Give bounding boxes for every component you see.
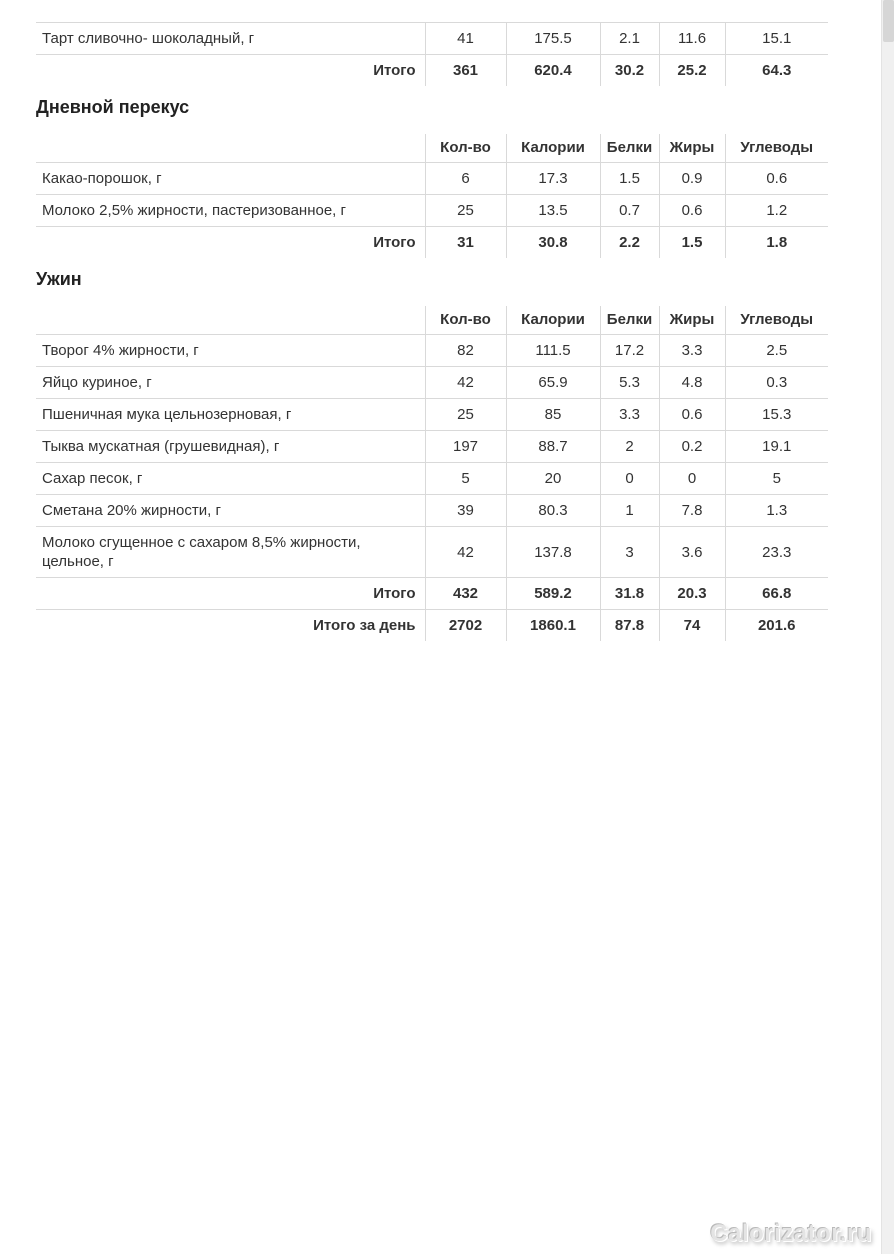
- food-value: 5: [425, 463, 506, 495]
- column-header: Белки: [600, 306, 659, 335]
- total-value: 620.4: [506, 55, 600, 87]
- food-name-header: [36, 134, 425, 163]
- food-value: 0.2: [659, 431, 725, 463]
- total-label: Итого: [373, 234, 416, 251]
- food-value: 19.1: [725, 431, 828, 463]
- food-value: 23.3: [725, 527, 828, 578]
- food-value: 2: [600, 431, 659, 463]
- food-value: 137.8: [506, 527, 600, 578]
- food-row: [36, 335, 828, 367]
- food-value: 0: [600, 463, 659, 495]
- total-value: 64.3: [725, 55, 828, 87]
- food-value: 5: [725, 463, 828, 495]
- food-name: Тыква мускатная (грушевидная), г: [36, 431, 425, 463]
- total-row: [36, 610, 828, 642]
- total-value: 30.8: [506, 227, 600, 259]
- table-header-row: [36, 306, 828, 335]
- food-value: 15.1: [725, 23, 828, 55]
- food-name-header: [36, 306, 425, 335]
- food-value: 1.2: [725, 195, 828, 227]
- meal-section: [36, 268, 828, 641]
- total-value: 30.2: [600, 55, 659, 87]
- food-row: [36, 163, 828, 195]
- food-value: 3.3: [659, 335, 725, 367]
- food-value: 20: [506, 463, 600, 495]
- food-value: 5.3: [600, 367, 659, 399]
- food-name: Какао-порошок, г: [36, 163, 425, 195]
- column-header: Жиры: [659, 134, 725, 163]
- food-name: Яйцо куриное, г: [36, 367, 425, 399]
- food-value: 0.7: [600, 195, 659, 227]
- nutrition-table: [36, 22, 828, 86]
- food-value: 42: [425, 367, 506, 399]
- food-row: [36, 23, 828, 55]
- food-value: 42: [425, 527, 506, 578]
- total-value: 432: [425, 578, 506, 610]
- meal-log-content: [0, 0, 828, 641]
- meal-heading: Дневной перекус: [36, 97, 190, 117]
- food-value: 0: [659, 463, 725, 495]
- food-value: 1.3: [725, 495, 828, 527]
- food-value: 1: [600, 495, 659, 527]
- food-value: 88.7: [506, 431, 600, 463]
- food-row: [36, 495, 828, 527]
- food-value: 3: [600, 527, 659, 578]
- scrollbar-track[interactable]: [881, 0, 894, 1254]
- meal-section: [36, 96, 828, 258]
- meal-section: [36, 22, 828, 86]
- total-value: 31.8: [600, 578, 659, 610]
- food-value: 7.8: [659, 495, 725, 527]
- food-value: 25: [425, 195, 506, 227]
- total-label: Итого: [373, 62, 416, 79]
- food-name: Молоко 2,5% жирности, пастеризованное, г: [36, 195, 425, 227]
- column-header: Жиры: [659, 306, 725, 335]
- total-value: 2702: [425, 610, 506, 642]
- total-value: 25.2: [659, 55, 725, 87]
- calorizator-watermark-logo: Calorizator.ru: [710, 1220, 872, 1247]
- total-value: 1.5: [659, 227, 725, 259]
- food-value: 39: [425, 495, 506, 527]
- food-name: Сметана 20% жирности, г: [36, 495, 425, 527]
- total-value: 31: [425, 227, 506, 259]
- food-name: Тарт сливочно- шоколадный, г: [36, 23, 425, 55]
- food-value: 0.6: [659, 399, 725, 431]
- food-value: 1.5: [600, 163, 659, 195]
- total-value: 361: [425, 55, 506, 87]
- total-row: [36, 55, 828, 87]
- food-value: 3.6: [659, 527, 725, 578]
- food-value: 3.3: [600, 399, 659, 431]
- food-value: 15.3: [725, 399, 828, 431]
- total-label: Итого: [36, 578, 425, 610]
- meal-heading: Ужин: [36, 269, 82, 289]
- food-row: [36, 527, 828, 578]
- food-name: Пшеничная мука цельнозерновая, г: [36, 399, 425, 431]
- food-value: 25: [425, 399, 506, 431]
- food-value: 0.6: [659, 195, 725, 227]
- column-header: Калории: [506, 134, 600, 163]
- food-value: 11.6: [659, 23, 725, 55]
- column-header: Калории: [506, 306, 600, 335]
- food-value: 82: [425, 335, 506, 367]
- column-header: Белки: [600, 134, 659, 163]
- food-value: 4.8: [659, 367, 725, 399]
- food-value: 111.5: [506, 335, 600, 367]
- food-value: 2.5: [725, 335, 828, 367]
- total-value: 589.2: [506, 578, 600, 610]
- food-value: 175.5: [506, 23, 600, 55]
- food-value: 0.6: [725, 163, 828, 195]
- nutrition-table: [36, 134, 828, 258]
- food-name: Сахар песок, г: [36, 463, 425, 495]
- total-row: [36, 227, 828, 259]
- total-value: 87.8: [600, 610, 659, 642]
- food-value: 17.3: [506, 163, 600, 195]
- total-label: Итого за день: [313, 617, 416, 634]
- food-value: 85: [506, 399, 600, 431]
- food-value: 6: [425, 163, 506, 195]
- total-value: 20.3: [659, 578, 725, 610]
- total-value: 201.6: [725, 610, 828, 642]
- column-header: Кол-во: [425, 134, 506, 163]
- scrollbar-thumb[interactable]: [883, 0, 894, 42]
- food-value: 2.1: [600, 23, 659, 55]
- food-value: 17.2: [600, 335, 659, 367]
- total-value: 1.8: [725, 227, 828, 259]
- column-header: Углеводы: [725, 134, 828, 163]
- food-value: 80.3: [506, 495, 600, 527]
- food-value: 197: [425, 431, 506, 463]
- food-value: 41: [425, 23, 506, 55]
- column-header: Углеводы: [725, 306, 828, 335]
- table-header-row: [36, 134, 828, 163]
- total-value: 74: [659, 610, 725, 642]
- food-row: [36, 195, 828, 227]
- total-value: 2.2: [600, 227, 659, 259]
- column-header: Кол-во: [425, 306, 506, 335]
- total-row: [36, 578, 828, 610]
- nutrition-table: [36, 306, 828, 641]
- food-row: [36, 399, 828, 431]
- food-row: [36, 431, 828, 463]
- total-value: 66.8: [725, 578, 828, 610]
- food-value: 0.9: [659, 163, 725, 195]
- food-value: 13.5: [506, 195, 600, 227]
- food-value: 0.3: [725, 367, 828, 399]
- food-row: [36, 463, 828, 495]
- food-value: 65.9: [506, 367, 600, 399]
- food-row: [36, 367, 828, 399]
- food-name: Молоко сгущенное с сахаром 8,5% жирности, цельное, г: [36, 527, 425, 578]
- total-value: 1860.1: [506, 610, 600, 642]
- food-name: Творог 4% жирности, г: [36, 335, 425, 367]
